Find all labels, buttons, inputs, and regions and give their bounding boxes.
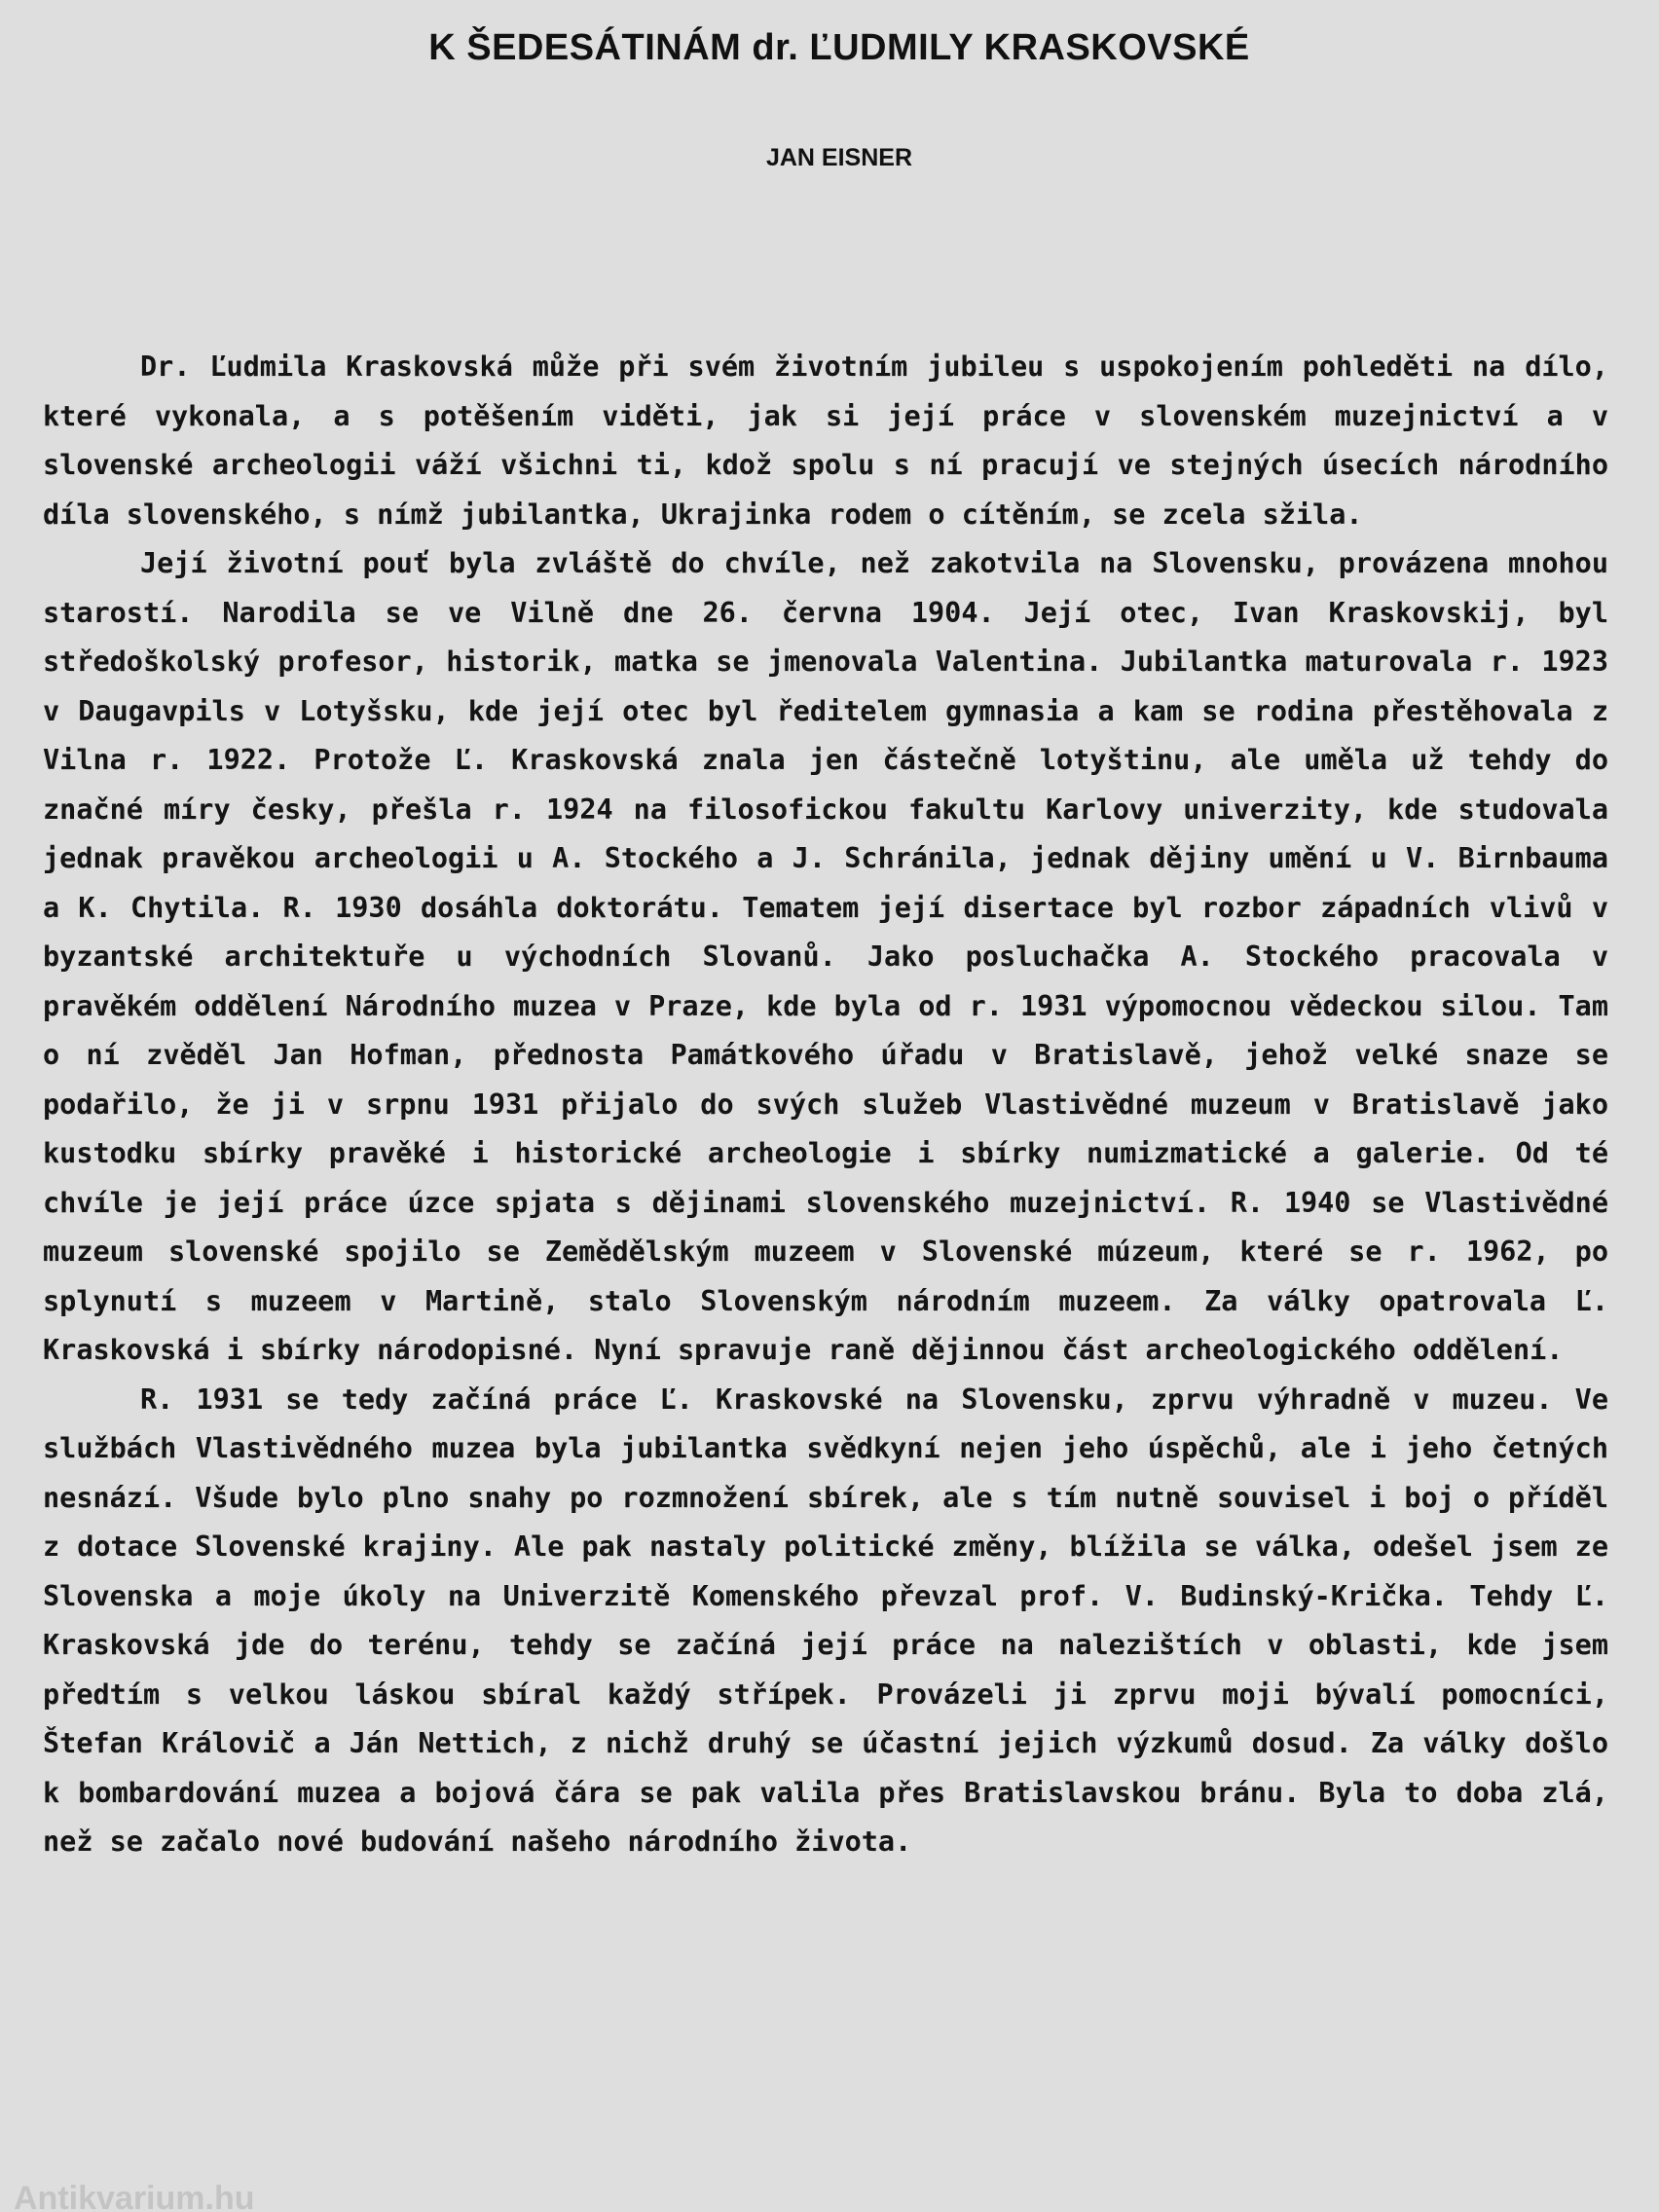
header — [0, 27, 1659, 69]
watermark: Antikvarium.hu — [14, 2180, 255, 2212]
paragraph-2: Její životní pouť byla zvláště do chvíle, než zakotvila na Slovensku, provázena mnohou starostí. Narodila se ve Vilně dne 26. června 1904. Její otec, Ivan Kraskovskij, byl středoškolský profesor, historik, matka se jmenovala Valentina. Jubilantka maturovala r. 1923 v Daugavpils v Lotyšsku, kde její otec byl ředitelem gymnasia a kam se rodina přestěhovala z Vilna r. 1922. Protože Ľ. Kraskovská znala jen částečně lotyštinu, ale uměla už tehdy do značné míry česky, přešla r. 1924 na filosofickou fakultu Karlovy univerzity, kde studovala jednak pravěkou archeologii u A. Stockého a J. Schránila, jednak dějiny umění u V. Birnbauma a K. Chytila. R. 1930 dosáhla doktorátu. Tematem její disertace byl rozbor západních vlivů v byzantské architektuře u východních Slovanů. Jako posluchačka A. Stockého pracovala v pravěkém oddělení Národního muzea v Praze, kde byla od r. 1931 výpomocnou vědeckou silou. Tam o ní zvěděl Jan Hofman, přednosta Památkového úřadu v Bratislavě, jehož velké snaze se podařilo, že ji v srpnu 1931 přijalo do svých služeb Vlastivědné muzeum v Bratislavě jako kustodku sbírky pravěké i historické archeologie i sbírky numizmatické a galerie. Od té chvíle je její práce úzce spjata s dějinami slovenského muzejnictví. R. 1940 se Vlastivědné muzeum slovenské spojilo se Zemědělským muzeem v Slovenské múzeum, které se r. 1962, po splynutí s muzeem v Martině, stalo Slovenským národním muzeem. Za války opatrovala Ľ. Kraskovská i sbírky národopisné. Nyní spravuje raně dějinnou část archeologického oddělení. — [43, 547, 1608, 1366]
author-name: JAN EISNER — [765, 144, 913, 171]
paragraph-1: Dr. Ľudmila Kraskovská může při svém životním jubileu s uspokojením pohleděti na dílo, které vykonala, a s potěšením viděti, jak si její práce v slovenském muzejnictví a v slovenské archeologii váží všichni ti, kdož spolu s ní pracují ve stejných úsecích národního díla slovenského, s nímž jubilantka, Ukrajinka rodem o cítěním, se zcela sžila. — [43, 350, 1608, 531]
article-body — [43, 343, 1608, 1867]
paragraph-3: R. 1931 se tedy začíná práce Ľ. Kraskovské na Slovensku, zprvu výhradně v muzeu. Ve službách Vlastivědného muzea byla jubilantka svědkyní nejen jeho úspěchů, ale i jeho četných nesnází. Všude bylo plno snahy po rozmnožení sbírek, ale s tím nutně souvisel i boj o příděl z dotace Slovenské krajiny. Ale pak nastaly politické změny, blížila se válka, odešel jsem ze Slovenska a moje úkoly na Univerzitě Komenského převzal prof. V. Budinský-Krička. Tehdy Ľ. Kraskovská jde do terénu, tehdy se začíná její práce na nalezištích v oblasti, kde jsem předtím s velkou láskou sbíral každý střípek. Provázeli ji zprvu moji bývalí pomocníci, Štefan Královič a Ján Nettich, z nichž druhý se účastní jejich výzkumů dosud. Za války došlo k bombardování muzea a bojová čára se pak valila přes Bratislavskou bránu. Byla to doba zlá, než se začalo nové budování našeho národního života. — [43, 1382, 1608, 1858]
page-title: K ŠEDESÁTINÁM dr. ĽUDMILY KRASKOVSKÉ — [428, 27, 1250, 68]
